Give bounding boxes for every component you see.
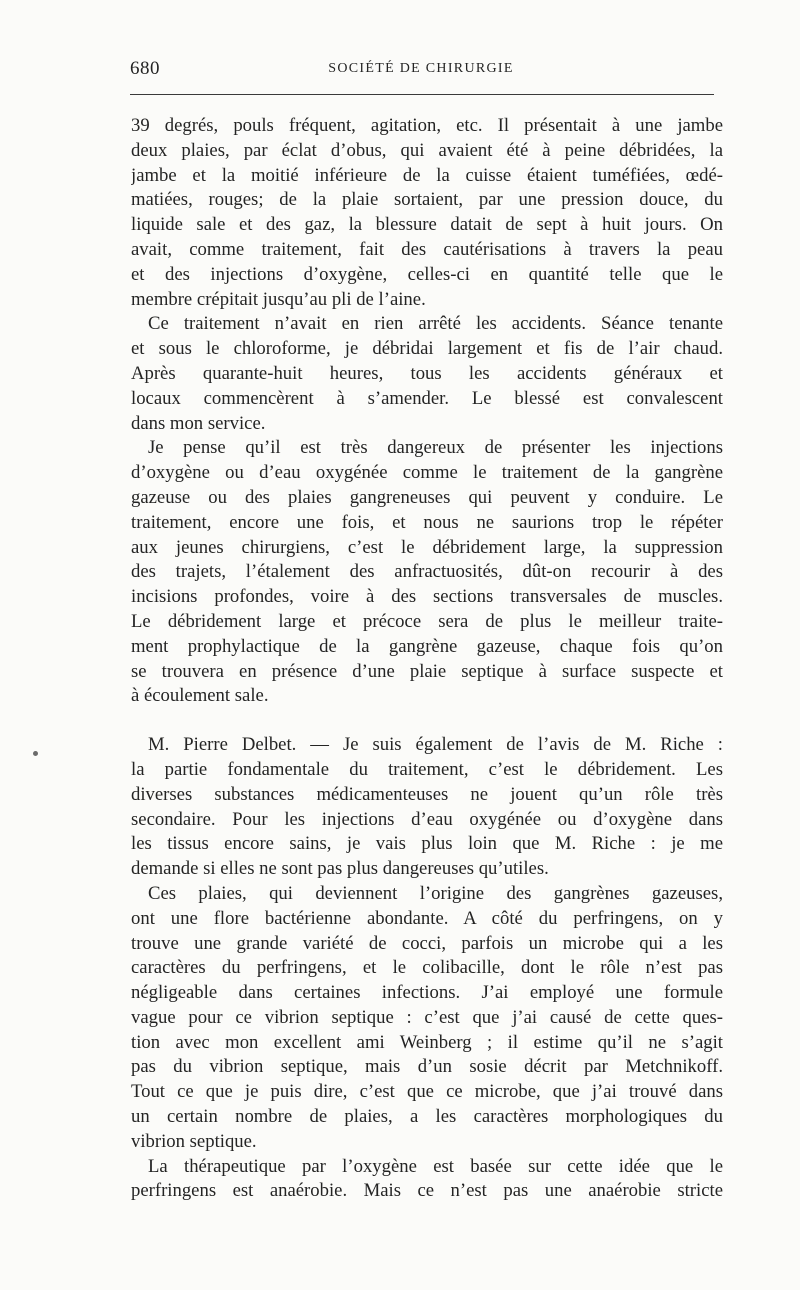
text-line: pas du vibrion septique, mais d’un sosie décrit par Metchnikoff. [131, 1056, 723, 1078]
text-line: gazeuse ou des plaies gangreneuses qui peuvent y conduire. Le [131, 486, 723, 508]
text-line: incisions profondes, voire à des sections transversales de muscles. [131, 586, 723, 608]
text-line: secondaire. Pour les injections d’eau oxygénée ou d’oxygène dans [131, 808, 723, 830]
page-number: 680 [130, 58, 160, 79]
text-line: d’oxygène ou d’eau oxygénée comme le traitement de la gangrène [131, 462, 723, 484]
text-line: caractères du perfringens, et le colibacille, dont le rôle n’est pas [131, 957, 723, 979]
text-line: vibrion septique. [131, 1130, 257, 1152]
text-line: Tout ce que je puis dire, c’est que ce microbe, que j’ai trouvé dans [131, 1081, 723, 1103]
text-line: des trajets, l’étalement des anfractuosités, dût-on recourir à des [131, 561, 723, 583]
text-line: se trouvera en présence d’une plaie septique à surface suspecte et [131, 660, 723, 682]
text-line: et des injections d’oxygène, celles-ci en quantité telle que le [131, 263, 723, 285]
text-line: membre crépitait jusqu’au pli de l’aine. [131, 288, 426, 310]
text-line: liquide sale et des gaz, la blessure datait de sept à huit jours. On [131, 214, 723, 236]
text-line: Après quarante-huit heures, tous les accidents généraux et [131, 362, 723, 384]
text-line: matiées, rouges; de la plaie sortaient, par une pression douce, du [131, 189, 723, 211]
text-line: la partie fondamentale du traitement, c’est le débridement. Les [131, 758, 723, 780]
text-line: ont une flore bactérienne abondante. A côté du perfringens, on y [131, 907, 723, 929]
body-text [131, 114, 723, 1204]
text-line: dans mon service. [131, 412, 266, 434]
text-line: les tissus encore sains, je vais plus loin que M. Riche : je me [131, 833, 723, 855]
header-rule [130, 94, 714, 95]
text-line: vague pour ce vibrion septique : c’est que j’ai causé de cette ques- [131, 1006, 723, 1028]
text-line: tion avec mon excellent ami Weinberg ; il estime qu’il ne s’agit [131, 1031, 723, 1053]
text-line: Je pense qu’il est très dangereux de présenter les injections [148, 437, 723, 459]
text-line: deux plaies, par éclat d’obus, qui avaient été à peine débridées, la [131, 139, 723, 161]
text-line: et sous le chloroforme, je débridai largement et fis de l’air chaud. [131, 338, 723, 360]
section-gap [131, 709, 723, 733]
text-line: trouve une grande variété de cocci, parfois un microbe qui a les [131, 932, 723, 954]
text-line: La thérapeutique par l’oxygène est basée sur cette idée que le [148, 1155, 723, 1177]
text-line: négligeable dans certaines infections. J’ai employé une formule [131, 982, 723, 1004]
text-line: demande si elles ne sont pas plus dangereuses qu’utiles. [131, 858, 549, 880]
text-line: jambe et la moitié inférieure de la cuisse étaient tuméfiées, œdé- [131, 164, 723, 186]
text-line: Le débridement large et précoce sera de plus le meilleur traite- [131, 610, 723, 632]
running-title: SOCIÉTÉ DE CHIRURGIE [328, 61, 514, 76]
text-line: aux jeunes chirurgiens, c’est le débridement large, la suppression [131, 536, 723, 558]
page-header [130, 58, 712, 86]
text-line: un certain nombre de plaies, a les caractères morphologiques du [131, 1106, 723, 1128]
text-line: ment prophylactique de la gangrène gazeuse, chaque fois qu’on [131, 635, 723, 657]
text-line: Ces plaies, qui deviennent l’origine des gangrènes gazeuses, [148, 882, 723, 904]
speaker-line: M. Pierre Delbet. — Je suis également de l’avis de M. Riche : [148, 734, 723, 756]
text-line: perfringens est anaérobie. Mais ce n’est pas une anaérobie stricte [131, 1180, 723, 1202]
margin-dot [33, 751, 38, 756]
text-line: locaux commencèrent à s’amender. Le blessé est convalescent [131, 387, 723, 409]
text-line: 39 degrés, pouls fréquent, agitation, etc. Il présentait à une jambe [131, 115, 723, 136]
text-line: à écoulement sale. [131, 685, 269, 707]
text-line: Ce traitement n’avait en rien arrêté les accidents. Séance tenante [148, 313, 723, 335]
text-line: avait, comme traitement, fait des cautérisations à travers la peau [131, 238, 723, 260]
text-line: diverses substances médicamenteuses ne jouent qu’un rôle très [131, 783, 723, 805]
text-line: traitement, encore une fois, et nous ne saurions trop le répéter [131, 511, 723, 533]
